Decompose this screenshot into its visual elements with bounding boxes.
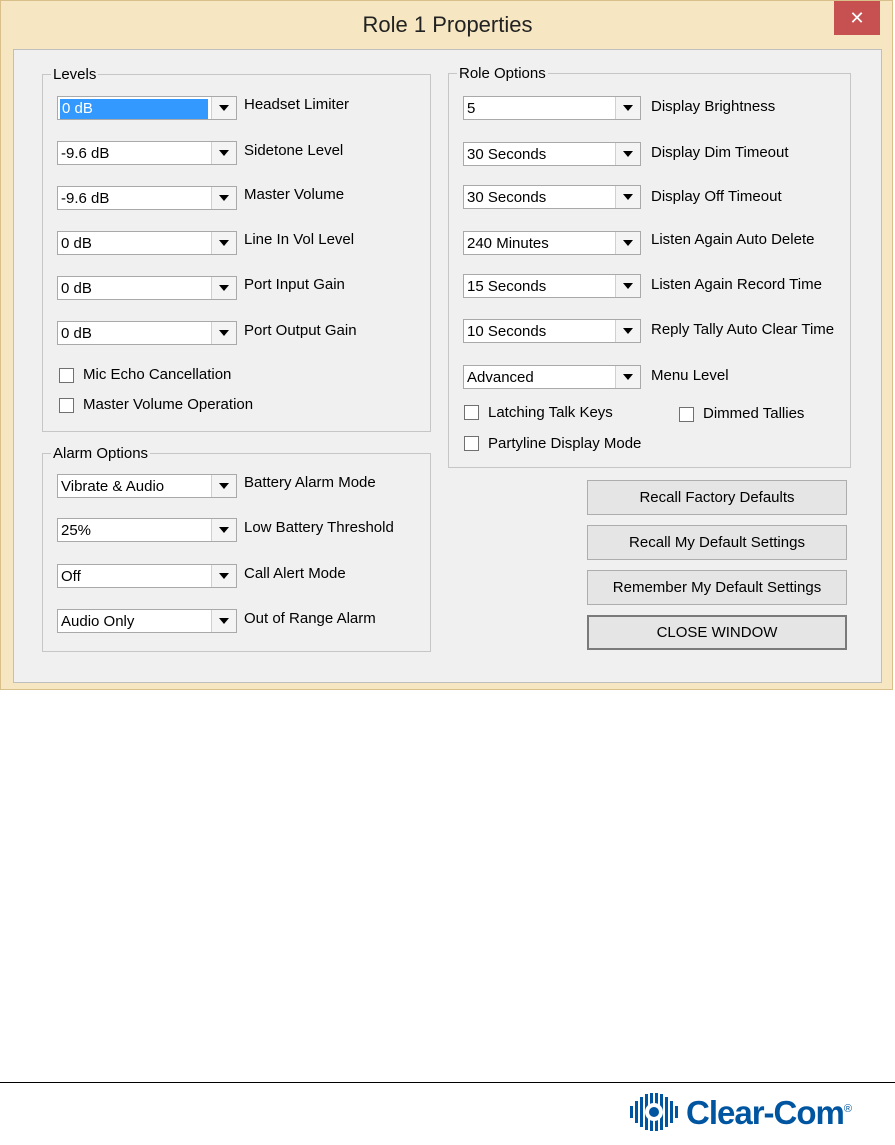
dropdown-value: -9.6 dB xyxy=(61,145,110,162)
alarm-options-group xyxy=(42,445,431,652)
remember-my-defaults-button[interactable]: Remember My Default Settings xyxy=(587,570,847,605)
port-input-gain-label: Port Input Gain xyxy=(244,276,345,293)
master-volume-label: Master Volume xyxy=(244,186,345,203)
dropdown-value: 10 Seconds xyxy=(467,323,547,340)
chevron-down-icon[interactable] xyxy=(211,142,236,164)
port-input-gain-dropdown[interactable] xyxy=(57,276,237,300)
port-output-gain-label: Port Output Gain xyxy=(244,322,357,339)
dropdown-value: -9.6 dB xyxy=(61,190,110,207)
chevron-down-icon[interactable] xyxy=(211,97,236,119)
levels-group xyxy=(42,66,431,432)
recall-factory-defaults-button[interactable]: Recall Factory Defaults xyxy=(587,480,847,515)
chevron-down-icon[interactable] xyxy=(211,565,236,587)
chevron-down-icon[interactable] xyxy=(615,97,640,119)
dimmed-tallies-checkbox[interactable] xyxy=(679,407,694,422)
role-options-legend: Role Options xyxy=(459,65,546,82)
menu-level-label: Menu Level xyxy=(651,367,729,384)
clear-com-logo-text: Clear-Com® xyxy=(686,1094,851,1131)
headset-limiter-dropdown[interactable] xyxy=(57,96,237,120)
latching-talk-keys-checkbox[interactable] xyxy=(464,405,479,420)
call-alert-mode-label: Call Alert Mode xyxy=(244,565,346,582)
dropdown-value: 0 dB xyxy=(61,280,92,297)
listen-again-auto-delete-dropdown[interactable] xyxy=(463,231,641,255)
display-brightness-label: Display Brightness xyxy=(651,98,776,115)
mic-echo-label: Mic Echo Cancellation xyxy=(83,366,232,383)
sidetone-level-dropdown[interactable] xyxy=(57,141,237,165)
reply-tally-auto-clear-dropdown[interactable] xyxy=(463,319,641,343)
chevron-down-icon[interactable] xyxy=(211,610,236,632)
display-dim-timeout-label: Display Dim Timeout xyxy=(651,144,789,161)
recall-my-defaults-button[interactable]: Recall My Default Settings xyxy=(587,525,847,560)
dropdown-value: 25% xyxy=(61,522,92,539)
alarm-options-legend: Alarm Options xyxy=(53,445,149,462)
chevron-down-icon[interactable] xyxy=(211,475,236,497)
display-off-timeout-dropdown[interactable] xyxy=(463,185,641,209)
chevron-down-icon[interactable] xyxy=(615,186,640,208)
dropdown-value: Off xyxy=(61,568,81,585)
menu-level-dropdown[interactable] xyxy=(463,365,641,389)
headset-limiter-label: Headset Limiter xyxy=(244,96,350,113)
chevron-down-icon[interactable] xyxy=(615,143,640,165)
reply-tally-auto-clear-label: Reply Tally Auto Clear Time xyxy=(651,321,835,338)
chevron-down-icon[interactable] xyxy=(211,187,236,209)
line-in-vol-label: Line In Vol Level xyxy=(244,231,355,248)
role-options-group xyxy=(448,65,851,468)
levels-legend: Levels xyxy=(53,66,97,83)
clear-com-logo-icon xyxy=(628,1092,682,1132)
latching-talk-keys-label: Latching Talk Keys xyxy=(488,404,613,421)
window-title: Role 1 Properties xyxy=(362,12,533,37)
low-battery-threshold-label: Low Battery Threshold xyxy=(244,519,394,536)
dropdown-value: 0 dB xyxy=(61,235,92,252)
dropdown-value: Vibrate & Audio xyxy=(61,478,165,495)
display-off-timeout-label: Display Off Timeout xyxy=(651,188,782,205)
display-brightness-dropdown[interactable] xyxy=(463,96,641,120)
master-volume-dropdown[interactable] xyxy=(57,186,237,210)
line-in-vol-dropdown[interactable] xyxy=(57,231,237,255)
sidetone-level-label: Sidetone Level xyxy=(244,142,344,159)
battery-alarm-mode-label: Battery Alarm Mode xyxy=(244,474,376,491)
dropdown-value: 0 dB xyxy=(60,99,208,119)
chevron-down-icon[interactable] xyxy=(615,232,640,254)
dropdown-value: 15 Seconds xyxy=(467,278,547,295)
mic-echo-checkbox[interactable] xyxy=(59,368,74,383)
dropdown-value: 30 Seconds xyxy=(467,189,547,206)
dropdown-value: 0 dB xyxy=(61,325,92,342)
partyline-display-mode-label: Partyline Display Mode xyxy=(488,435,642,452)
dropdown-value: 5 xyxy=(467,100,476,117)
display-dim-timeout-dropdown[interactable] xyxy=(463,142,641,166)
chevron-down-icon[interactable] xyxy=(211,277,236,299)
dropdown-value: Audio Only xyxy=(61,613,135,630)
dimmed-tallies-label: Dimmed Tallies xyxy=(703,405,805,422)
out-of-range-alarm-dropdown[interactable] xyxy=(57,609,237,633)
chevron-down-icon[interactable] xyxy=(615,366,640,388)
dialog-client-area xyxy=(13,49,882,683)
chevron-down-icon[interactable] xyxy=(211,519,236,541)
close-icon[interactable]: ✕ xyxy=(834,1,880,35)
out-of-range-alarm-label: Out of Range Alarm xyxy=(244,610,376,627)
partyline-display-mode-checkbox[interactable] xyxy=(464,436,479,451)
chevron-down-icon[interactable] xyxy=(615,275,640,297)
battery-alarm-mode-dropdown[interactable] xyxy=(57,474,237,498)
chevron-down-icon[interactable] xyxy=(211,322,236,344)
listen-again-auto-delete-label: Listen Again Auto Delete xyxy=(651,231,815,248)
clear-com-logo xyxy=(628,1092,888,1132)
footer-divider xyxy=(0,1082,895,1083)
listen-again-record-time-dropdown[interactable] xyxy=(463,274,641,298)
port-output-gain-dropdown[interactable] xyxy=(57,321,237,345)
master-volume-operation-checkbox[interactable] xyxy=(59,398,74,413)
chevron-down-icon[interactable] xyxy=(211,232,236,254)
dropdown-value: 240 Minutes xyxy=(467,235,549,252)
call-alert-mode-dropdown[interactable] xyxy=(57,564,237,588)
dropdown-value: Advanced xyxy=(467,369,534,386)
listen-again-record-time-label: Listen Again Record Time xyxy=(651,276,822,293)
close-window-button[interactable]: CLOSE WINDOW xyxy=(587,615,847,650)
master-volume-operation-label: Master Volume Operation xyxy=(83,396,254,413)
chevron-down-icon[interactable] xyxy=(615,320,640,342)
dropdown-value: 30 Seconds xyxy=(467,146,547,163)
low-battery-threshold-dropdown[interactable] xyxy=(57,518,237,542)
